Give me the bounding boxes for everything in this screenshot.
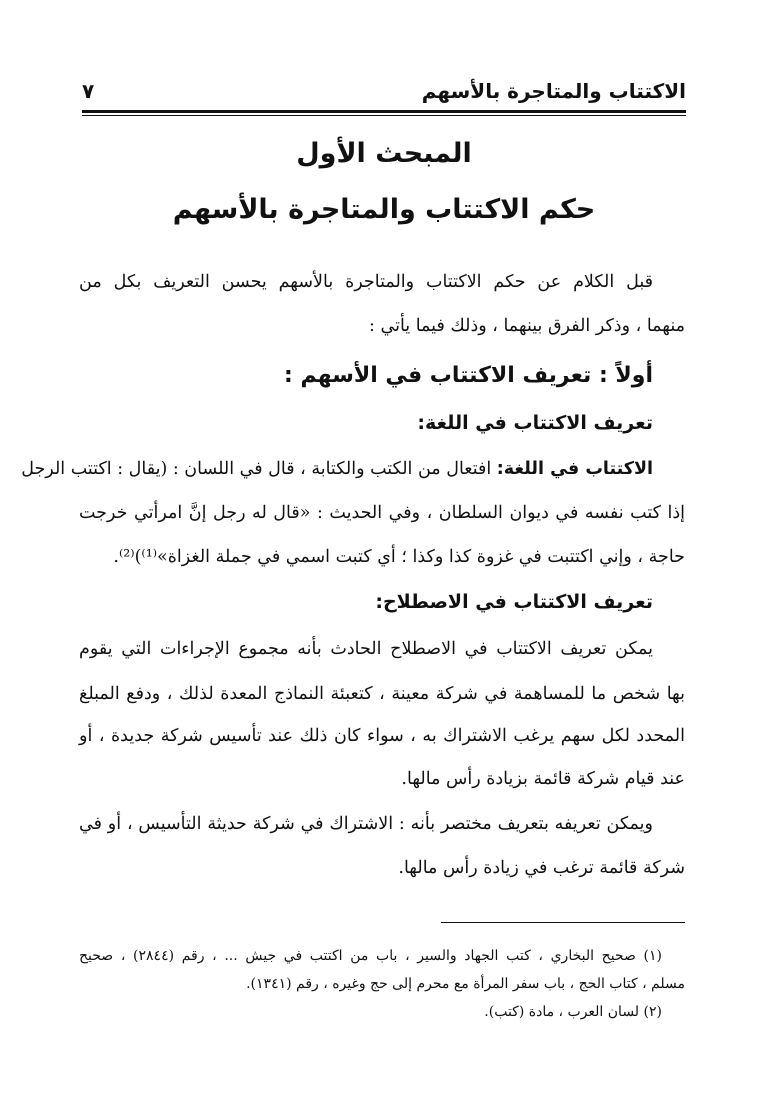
part1-title: أولاً : تعريف الاكتتاب في الأسهم :	[283, 363, 653, 388]
header-rule	[82, 110, 686, 116]
short-definition-line-1: ويمكن تعريفه بتعريف مختصر بأنه : الاشتراك في شركة حديثة التأسيس ، أو في	[79, 814, 653, 834]
footnote-2: (٢) لسان العرب ، مادة (كتب).	[484, 1004, 662, 1020]
lang-definition-line-1	[21, 455, 653, 483]
lang-term: الاكتتاب في اللغة:	[496, 459, 653, 479]
lang-definition-line-3: حاجة ، وإني اكتتبت في غزوة كذا وكذا ؛ أي كتبت اسمي في جملة الغزاة»⁽¹⁾)⁽²⁾.	[113, 547, 685, 567]
intro-line-2: منهما ، وذكر الفرق بينهما ، وذلك فيما يأتي :	[369, 316, 685, 336]
section-heading: المبحث الأول	[296, 138, 472, 169]
lang-definition-text: افتعال من الكتب والكتابة ، قال في اللسان : (يقال : اكتتب الرجل	[21, 459, 497, 479]
term-definition-subtitle: تعريف الاكتتاب في الاصطلاح:	[375, 591, 653, 613]
term-definition-line-2: بها شخص ما للمساهمة في شركة معينة ، كتعبئة النماذج المعدة لذلك ، ودفع المبلغ	[79, 684, 685, 704]
page-number: ٧	[82, 79, 95, 103]
term-definition-line-4: عند قيام شركة قائمة بزيادة رأس مالها.	[401, 769, 685, 789]
section-subheading: حكم الاكتتاب والمتاجرة بالأسهم	[172, 194, 596, 225]
short-definition-line-2: شركة قائمة ترغب في زيادة رأس مالها.	[398, 858, 685, 878]
footnote-1-line-1: (١) صحيح البخاري ، كتب الجهاد والسير ، باب من اكتتب في جيش ... ، رقم (٢٨٤٤) ، صحيح	[79, 948, 662, 964]
running-header	[82, 74, 686, 108]
footnote-separator	[441, 922, 685, 923]
term-definition-line-3: المحدد لكل سهم يرغب الاشتراك به ، سواء كان ذلك عند تأسيس شركة جديدة ، أو	[79, 726, 685, 746]
lang-definition-subtitle: تعريف الاكتتاب في اللغة:	[417, 412, 653, 434]
running-title: الاكتتاب والمتاجرة بالأسهم	[421, 79, 686, 103]
intro-line-1: قبل الكلام عن حكم الاكتتاب والمتاجرة بالأسهم يحسن التعريف بكل من	[79, 272, 653, 292]
term-definition-line-1: يمكن تعريف الاكتتاب في الاصطلاح الحادث بأنه مجموع الإجراءات التي يقوم	[79, 639, 653, 659]
lang-definition-line-2: إذا كتب نفسه في ديوان السلطان ، وفي الحديث : «قال له رجل إنَّ امرأتي خرجت	[79, 503, 685, 523]
footnote-1-line-2: مسلم ، كتاب الحج ، باب سفر المرأة مع محرم إلى حج وغيره ، رقم (١٣٤١).	[246, 976, 685, 992]
